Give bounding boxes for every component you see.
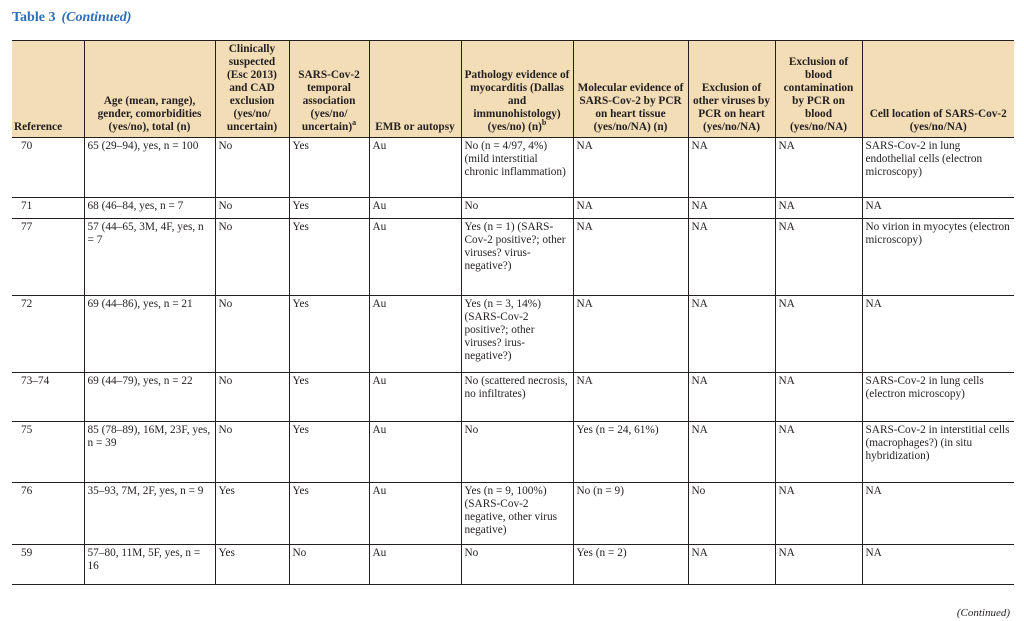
cell-age: 57–80, 11M, 5F, yes, n = 16 xyxy=(84,545,215,585)
cell-emb: Au xyxy=(369,296,461,373)
cell-reference: 77 xyxy=(12,219,84,296)
cell-blood: NA xyxy=(775,545,862,585)
cell-temporal: Yes xyxy=(289,219,369,296)
cell-temporal: Yes xyxy=(289,296,369,373)
cell-molecular: No (n = 9) xyxy=(573,483,688,545)
cell-emb: Au xyxy=(369,483,461,545)
table-row xyxy=(12,138,1014,198)
cell-temporal: Yes xyxy=(289,198,369,219)
cell-reference: 72 xyxy=(12,296,84,373)
header-temporal-text: SARS-Cov-2 temporal association (yes/no/ uncertain) xyxy=(298,69,360,133)
cell-clinical: No xyxy=(215,138,289,198)
cell-pathology: No xyxy=(461,198,573,219)
cell-emb: Au xyxy=(369,138,461,198)
header-age: Age (mean, range), gender, comorbidities (yes/no), total (n) xyxy=(84,41,215,138)
cell-age: 69 (44–79), yes, n = 22 xyxy=(84,373,215,422)
myocarditis-table xyxy=(12,40,1014,585)
header-pathology-sup: b xyxy=(541,118,547,128)
cell-blood: NA xyxy=(775,219,862,296)
cell-reference: 75 xyxy=(12,422,84,483)
cell-pathology: Yes (n = 9, 100%) (SARS-Cov-2 negative, other virus negative) xyxy=(461,483,573,545)
cell-other-viruses: NA xyxy=(688,422,775,483)
cell-molecular: Yes (n = 24, 61%) xyxy=(573,422,688,483)
cell-pathology: No xyxy=(461,545,573,585)
cell-blood: NA xyxy=(775,296,862,373)
cell-cell-location: NA xyxy=(862,483,1014,545)
header-temporal xyxy=(289,41,369,138)
cell-temporal: Yes xyxy=(289,373,369,422)
table-row xyxy=(12,483,1014,545)
header-pathology-text: Pathology evidence of myocarditis (Dallas and immunohistology) (yes/no) (n) xyxy=(464,69,570,133)
cell-reference: 59 xyxy=(12,545,84,585)
cell-cell-location: No virion in myocytes (electron microscopy) xyxy=(862,219,1014,296)
header-cell-location: Cell location of SARS-Cov-2 (yes/no/NA) xyxy=(862,41,1014,138)
cell-age: 65 (29–94), yes, n = 100 xyxy=(84,138,215,198)
table-row xyxy=(12,545,1014,585)
cell-clinical: No xyxy=(215,198,289,219)
cell-clinical: No xyxy=(215,296,289,373)
cell-blood: NA xyxy=(775,483,862,545)
cell-cell-location: NA xyxy=(862,296,1014,373)
cell-cell-location: NA xyxy=(862,198,1014,219)
cell-other-viruses: No xyxy=(688,483,775,545)
cell-emb: Au xyxy=(369,219,461,296)
cell-age: 69 (44–86), yes, n = 21 xyxy=(84,296,215,373)
cell-other-viruses: NA xyxy=(688,138,775,198)
cell-pathology: Yes (n = 3, 14%) (SARS-Cov-2 positive?; other viruses? irus-negative?) xyxy=(461,296,573,373)
table-label: Table 3 xyxy=(12,10,56,25)
cell-other-viruses: NA xyxy=(688,296,775,373)
cell-emb: Au xyxy=(369,545,461,585)
cell-molecular: NA xyxy=(573,138,688,198)
cell-cell-location: SARS-Cov-2 in interstitial cells (macrophages?) (in situ hybridization) xyxy=(862,422,1014,483)
cell-temporal: No xyxy=(289,545,369,585)
cell-reference: 70 xyxy=(12,138,84,198)
header-other-viruses: Exclusion of other viruses by PCR on heart (yes/no/NA) xyxy=(688,41,775,138)
header-pathology xyxy=(461,41,573,138)
cell-other-viruses: NA xyxy=(688,545,775,585)
cell-emb: Au xyxy=(369,198,461,219)
continued-footer: (Continued) xyxy=(956,607,1010,619)
header-reference: Reference xyxy=(12,41,84,138)
cell-reference: 73–74 xyxy=(12,373,84,422)
table-row xyxy=(12,422,1014,483)
cell-blood: NA xyxy=(775,373,862,422)
cell-cell-location: SARS-Cov-2 in lung endothelial cells (electron microscopy) xyxy=(862,138,1014,198)
cell-emb: Au xyxy=(369,373,461,422)
cell-molecular: NA xyxy=(573,198,688,219)
table-header-row xyxy=(12,41,1014,138)
cell-age: 85 (78–89), 16M, 23F, yes, n = 39 xyxy=(84,422,215,483)
cell-molecular: NA xyxy=(573,296,688,373)
cell-blood: NA xyxy=(775,138,862,198)
cell-pathology: No (n = 4/97, 4%) (mild interstitial chronic inflammation) xyxy=(461,138,573,198)
cell-temporal: Yes xyxy=(289,422,369,483)
cell-cell-location: NA xyxy=(862,545,1014,585)
cell-molecular: Yes (n = 2) xyxy=(573,545,688,585)
cell-reference: 71 xyxy=(12,198,84,219)
cell-clinical: No xyxy=(215,219,289,296)
cell-clinical: Yes xyxy=(215,545,289,585)
cell-other-viruses: NA xyxy=(688,219,775,296)
cell-clinical: Yes xyxy=(215,483,289,545)
cell-pathology: No xyxy=(461,422,573,483)
table-body xyxy=(12,138,1014,585)
cell-age: 57 (44–65, 3M, 4F, yes, n = 7 xyxy=(84,219,215,296)
cell-temporal: Yes xyxy=(289,138,369,198)
cell-other-viruses: NA xyxy=(688,373,775,422)
header-clinical: Clinically suspected (Esc 2013) and CAD exclusion (yes/no/ uncertain) xyxy=(215,41,289,138)
cell-temporal: Yes xyxy=(289,483,369,545)
cell-cell-location: SARS-Cov-2 in lung cells (electron microscopy) xyxy=(862,373,1014,422)
table-row xyxy=(12,296,1014,373)
cell-pathology: No (scattered necrosis, no infiltrates) xyxy=(461,373,573,422)
table-row xyxy=(12,373,1014,422)
cell-clinical: No xyxy=(215,422,289,483)
header-blood: Exclusion of blood contamination by PCR on blood (yes/no/NA) xyxy=(775,41,862,138)
cell-reference: 76 xyxy=(12,483,84,545)
cell-clinical: No xyxy=(215,373,289,422)
cell-blood: NA xyxy=(775,422,862,483)
header-emb: EMB or autopsy xyxy=(369,41,461,138)
table-caption xyxy=(12,10,131,26)
cell-molecular: NA xyxy=(573,219,688,296)
header-temporal-sup: a xyxy=(352,118,357,128)
header-molecular: Molecular evidence of SARS-Cov-2 by PCR on heart tissue (yes/no/NA) (n) xyxy=(573,41,688,138)
cell-age: 68 (46–84, yes, n = 7 xyxy=(84,198,215,219)
cell-blood: NA xyxy=(775,198,862,219)
cell-molecular: NA xyxy=(573,373,688,422)
table-row xyxy=(12,219,1014,296)
cell-pathology: Yes (n = 1) (SARS-Cov-2 positive?; other viruses? virus-negative?) xyxy=(461,219,573,296)
cell-emb: Au xyxy=(369,422,461,483)
cell-other-viruses: NA xyxy=(688,198,775,219)
cell-age: 35–93, 7M, 2F, yes, n = 9 xyxy=(84,483,215,545)
table-row xyxy=(12,198,1014,219)
table-continued-label: (Continued) xyxy=(61,10,132,25)
